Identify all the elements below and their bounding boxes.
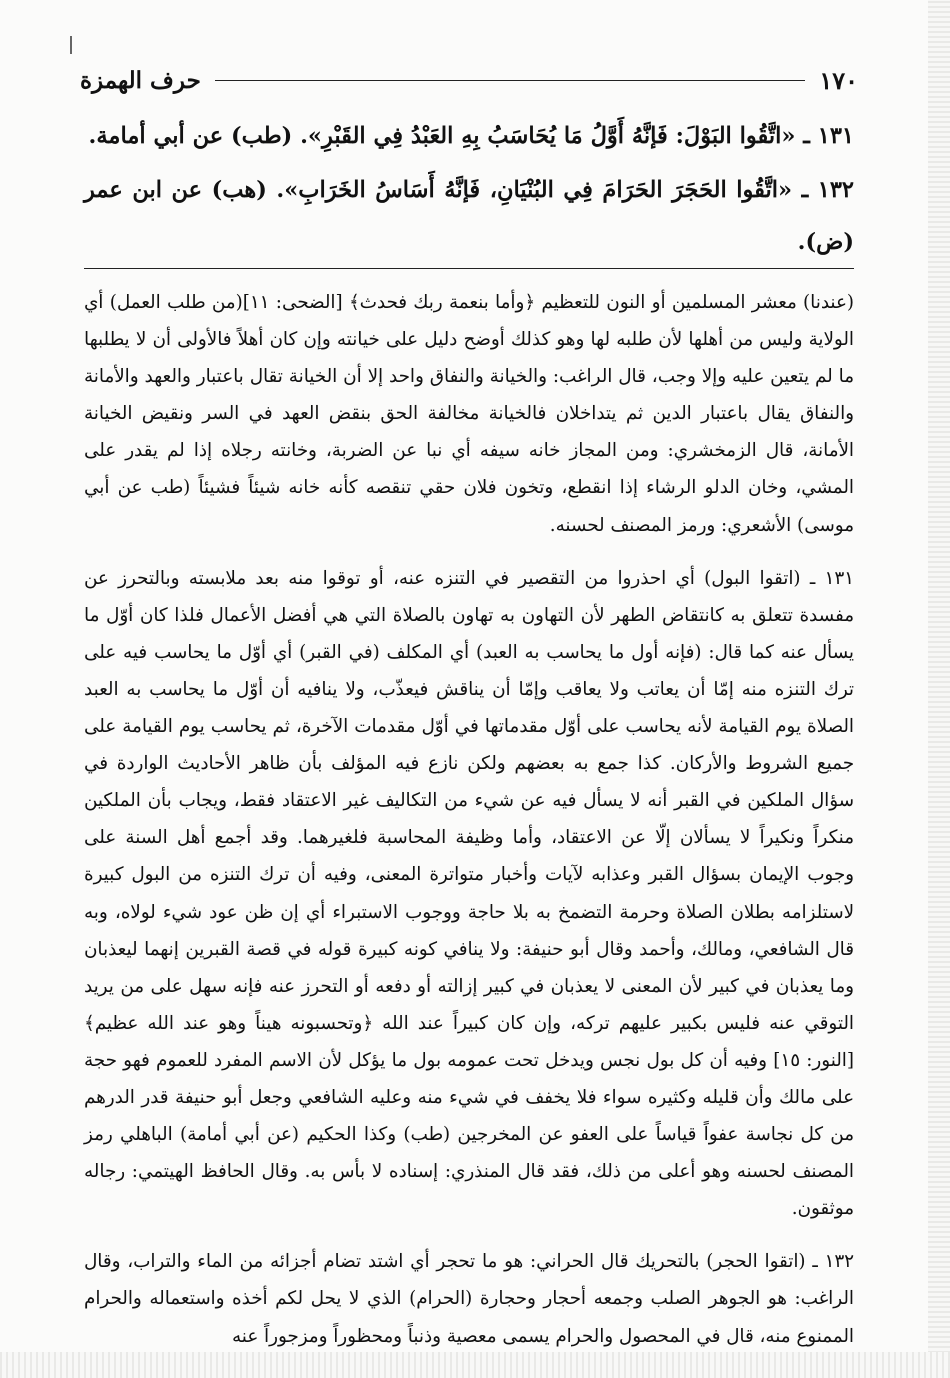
hadith-132-text: ١٣٢ ـ «اتَّقُوا الحَجَرَ الحَرَامَ فِي البُنْيَانِ، فَإنَّهُ أَسَاسُ الخَرَابِ». (هب) عن ابن عمر (ض). [84,177,854,255]
commentary-paragraph-continuation: (عندنا) معشر المسلمين أو النون للتعظيم ﴿وأما بنعمة ربك فحدث﴾ [الضحى: ١١](من طلب العمل) أي الولاية وليس من أهلها لأن طلبه لها وهو كذلك أوضح دليل على خيانته وإن كان أهلاً فالأولى أن لا يطلبها ما لم يتعين عليه وإلا وجب، قال الراغب: والخيانة والنفاق واحد إلا أن الخيانة تقال باعتبار والعهد والأمانة والنفاق يقال باعتبار الدين ثم يتداخلان فالخيانة مخالفة الحق بنقض العهد في السر ونقيض الخيانة الأمانة، قال الزمخشري: ومن المجاز خانه سيفه أي نبا عن الضربة، وخانته رجلاه إذا لم يقدر على المشي، وخان الدلو الرشاء إذا انقطع، وتخون فلان حقي تنقصه كأنه خانه شيئاً فشيئاً (طب عن أبي موسى) الأشعري: ورمز المصنف لحسنه. [84,292,854,536]
chapter-title: حرف الهمزة [80,66,201,94]
scan-edge-right [928,0,950,1378]
header-rule [215,80,806,81]
hadith-131-text: ١٣١ ـ «اتَّقُوا البَوْلَ: فَإنَّهُ أَوَّلُ مَا يُحَاسَبُ بِهِ العَبْدُ فِي القَبْرِ». (طب) عن أبي أمامة. [88,123,854,149]
page-header [80,60,858,100]
commentary-paragraph-132: ١٣٢ ـ (اتقوا الحجر) بالتحريك قال الحراني: هو ما تحجر أي اشتد تضام أجزائه من الماء والتراب، وقال الراغب: هو الجوهر الصلب وجمعه أحجار وحجارة (الحرام) الذي لا يحل لكم أخذه واستعماله والحرام الممنوع منه، قال في المحصول والحرام يسمى معصية وذنباً ومحظوراً ومزجوراً عنه [84,1251,854,1347]
scan-mark [70,36,72,54]
commentary-paragraph-131: ١٣١ ـ (اتقوا البول) أي احذروا من التقصير في التنزه عنه، أو توقوا منه بعد ملابسته وبالتحرز عن مفسدة تتعلق به كانتقاض الطهر لأن التهاون به تهاون بالصلاة التي هي أفضل الأعمال فلذا كان أوّل ما يسأل عنه كما قال: (فإنه أول ما يحاسب به العبد) أي المكلف (في القبر) أي أوّل ما يحاسب فيه على ترك التنزه منه إمّا أن يعاتب ولا يعاقب وإمّا أن يناقش فيعذّب، ولا ينافيه أن أوّل ما يحاسب به العبد الصلاة يوم القيامة لأنه يحاسب على أوّل مقدماتها في أوّل مقدمات الآخرة، ثم يحاسب يوم القيامة على جميع الشروط والأركان. كذا جمع به بعضهم ولكن نازع فيه المؤلف بأن ظاهر الأحاديث الواردة في سؤال الملكين في القبر أنه لا يسأل فيه عن شيء من التكاليف غير الاعتقاد فقط، ويجاب بأن الملكين منكراً ونكيراً لا يسألان إلّا عن الاعتقاد، وأما وظيفة المحاسبة فلغيرهما. وقد أجمع أهل السنة على وجوب الإيمان بسؤال القبر وعذابه لآيات وأخبار متواترة المعنى، وفيه أن ترك التنزه من البول كبيرة لاستلزامه بطلان الصلاة وحرمة التضمخ به بلا حاجة ووجوب الاستبراء أي إن ظن عود شيء لولاه، وبه قال الشافعي، ومالك، وأحمد وقال أبو حنيفة: ولا ينافي كونه كبيرة قوله في قصة القبرين إنهما ليعذبان وما يعذبان في كبير لأن المعنى لا يعذبان في كبير إزالته أو دفعه أو التحرز عنه فإنه سهل على من يريد التوقي عنه فليس بكبير عليهم تركه، وإن كان كبيراً عند الله ﴿وتحسبونه هيناً وهو عند الله عظيم﴾ [النور: ١٥] وفيه أن كل بول نجس ويدخل تحت عمومه بول ما يؤكل لأن الاسم المفرد للعموم فهو حجة على مالك وأن قليله وكثيره سواء فلا يخفف في شيء منه وعليه الشافعي وجعل أبو حنيفة قدر الدرهم من كل نجاسة عفواً قياساً على العفو عن المخرجين (طب) وكذا الحكيم (عن أبي أمامة) الباهلي رمز المصنف لحسنه وهو أعلى من ذلك، فقد قال المنذري: إسناده لا بأس به. وقال الحافظ الهيتمي: رجاله موثقون. [84,567,854,1220]
page-number: ١٧٠ [819,65,858,95]
scan-edge-bottom [0,1352,950,1378]
commentary-section [84,284,854,1371]
footnote-separator [84,268,854,269]
